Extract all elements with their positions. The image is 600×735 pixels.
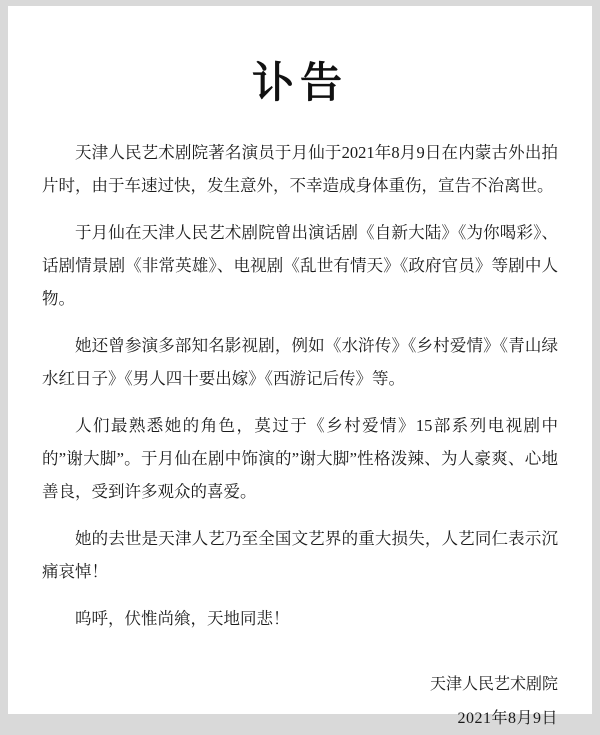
paragraph: 于月仙在天津人民艺术剧院曾出演话剧《自新大陆》《为你喝彩》、话剧情景剧《非常英雄》、电视剧《乱世有情天》《政府官员》等剧中人物。	[42, 223, 558, 308]
signature-date: 2021年8月9日	[457, 710, 558, 727]
paragraph: 她的去世是天津人艺乃至全国文艺界的重大损失，人艺同仁表示沉痛哀悼！	[42, 529, 558, 581]
paragraph: 人们最熟悉她的角色，莫过于《乡村爱情》15部系列电视剧中的”谢大脚”。于月仙在剧中饰演的”谢大脚”性格泼辣、为人豪爽、心地善良，受到许多观众的喜爱。	[42, 416, 558, 501]
document-page	[8, 6, 592, 727]
paragraph: 天津人民艺术剧院著名演员于月仙于2021年8月9日在内蒙古外出拍片时，由于车速过快，发生意外，不幸造成身体重伤，宣告不治离世。	[42, 143, 558, 195]
signature-block	[42, 669, 558, 735]
page-title: 讣告	[251, 61, 348, 107]
paragraph: 呜呼，伏惟尚飨，天地同悲！	[75, 609, 290, 628]
document-body	[42, 136, 558, 635]
paragraph: 她还曾参演多部知名影视剧，例如《水浒传》《乡村爱情》《青山绿水红日子》《男人四十要出嫁》《西游记后传》等。	[42, 336, 558, 388]
signature-organization: 天津人民艺术剧院	[429, 676, 558, 693]
